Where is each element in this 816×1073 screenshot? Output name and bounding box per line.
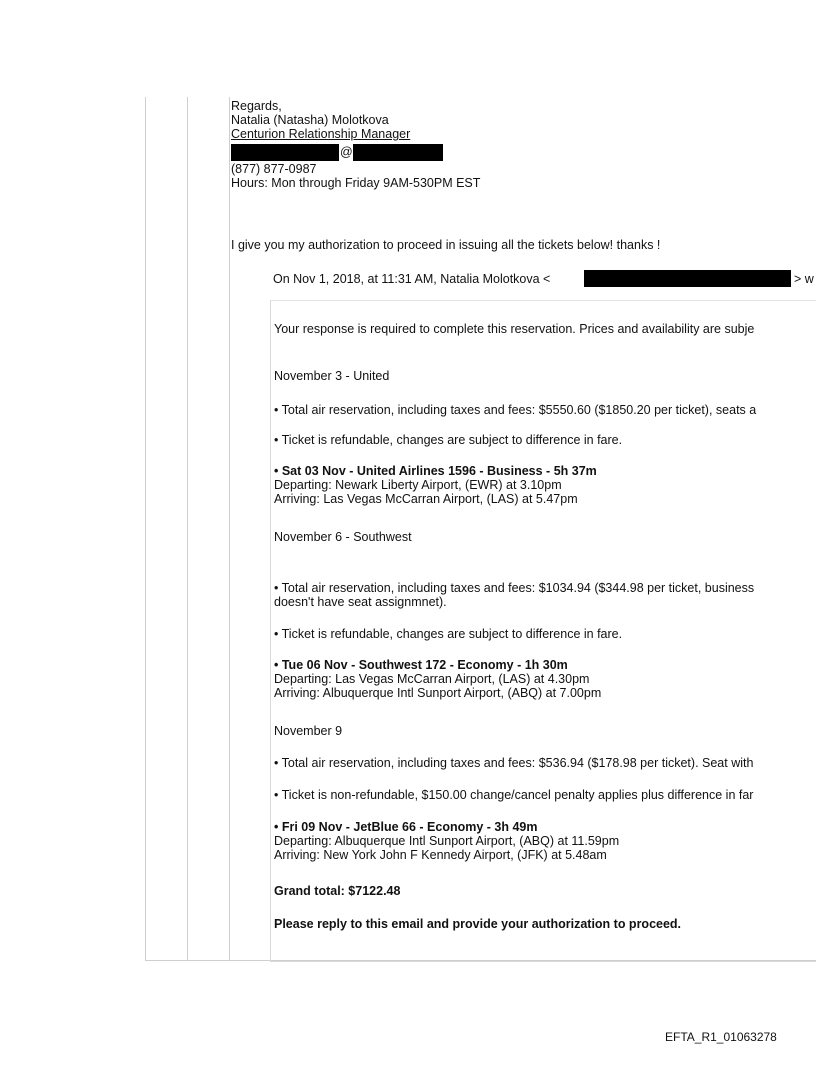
seg2-refund: • Ticket is refundable, changes are subject to difference in fare. bbox=[274, 627, 623, 641]
seg1-flight: • Sat 03 Nov - United Airlines 1596 - Business - 5h 37m bbox=[274, 464, 597, 478]
seg3-depart: Departing: Albuquerque Intl Sunport Airport, (ABQ) at 11.59pm bbox=[274, 834, 620, 848]
redaction-email-domain bbox=[353, 144, 443, 161]
seg2-arrive: Arriving: Albuquerque Intl Sunport Airport, (ABQ) at 7.00pm bbox=[274, 686, 602, 700]
redaction-sender-email bbox=[584, 270, 791, 287]
seg3-refund: • Ticket is non-refundable, $150.00 change/cancel penalty applies plus difference in far bbox=[274, 788, 754, 802]
signature-title: Centurion Relationship Manager bbox=[231, 127, 411, 141]
seg2-total-line2: doesn't have seat assignmnet). bbox=[274, 595, 447, 609]
grand-total: Grand total: $7122.48 bbox=[274, 884, 401, 898]
seg1-arrive: Arriving: Las Vegas McCarran Airport, (LAS) at 5.47pm bbox=[274, 492, 578, 506]
seg1-depart: Departing: Newark Liberty Airport, (EWR) at 3.10pm bbox=[274, 478, 562, 492]
seg3-total: • Total air reservation, including taxes and fees: $536.94 ($178.98 per ticket). Seat with bbox=[274, 756, 754, 770]
reply-text: I give you my authorization to proceed in issuing all the tickets below! thanks ! bbox=[231, 238, 661, 252]
quote-header-suffix: > w bbox=[794, 272, 814, 286]
seg2-flight: • Tue 06 Nov - Southwest 172 - Economy - 1h 30m bbox=[274, 658, 568, 672]
seg1-refund: • Ticket is refundable, changes are subject to difference in fare. bbox=[274, 433, 623, 447]
closing-request: Please reply to this email and provide your authorization to proceed. bbox=[274, 917, 682, 931]
seg3-flight: • Fri 09 Nov - JetBlue 66 - Economy - 3h 49m bbox=[274, 820, 538, 834]
signature-regards: Regards, bbox=[231, 99, 282, 113]
seg1-total: • Total air reservation, including taxes and fees: $5550.60 ($1850.20 per ticket), seats a bbox=[274, 403, 757, 417]
column-divider-middle bbox=[187, 97, 188, 960]
quote-header bbox=[273, 272, 550, 286]
seg2-heading: November 6 - Southwest bbox=[274, 530, 412, 544]
quoted-intro: Your response is required to complete this reservation. Prices and availability are subje bbox=[274, 322, 755, 336]
seg1-heading: November 3 - United bbox=[274, 369, 390, 383]
column-divider-left bbox=[145, 97, 146, 960]
seg2-depart: Departing: Las Vegas McCarran Airport, (LAS) at 4.30pm bbox=[274, 672, 590, 686]
signature-phone: (877) 877-0987 bbox=[231, 162, 317, 176]
seg3-arrive: Arriving: New York John F Kennedy Airport, (JFK) at 5.48am bbox=[274, 848, 607, 862]
signature-hours: Hours: Mon through Friday 9AM-530PM EST bbox=[231, 176, 481, 190]
seg3-heading: November 9 bbox=[274, 724, 343, 738]
quote-header-prefix: On Nov 1, 2018, at 11:31 AM, Natalia Molotkova < bbox=[273, 272, 551, 286]
seg2-total-line1: • Total air reservation, including taxes and fees: $1034.94 ($344.98 per ticket, business bbox=[274, 581, 755, 595]
document-id: EFTA_R1_01063278 bbox=[665, 1030, 777, 1044]
redaction-email-user bbox=[231, 144, 339, 161]
column-divider-right bbox=[229, 97, 230, 960]
signature-email-at: @ bbox=[340, 145, 353, 159]
signature-name: Natalia (Natasha) Molotkova bbox=[231, 113, 389, 127]
